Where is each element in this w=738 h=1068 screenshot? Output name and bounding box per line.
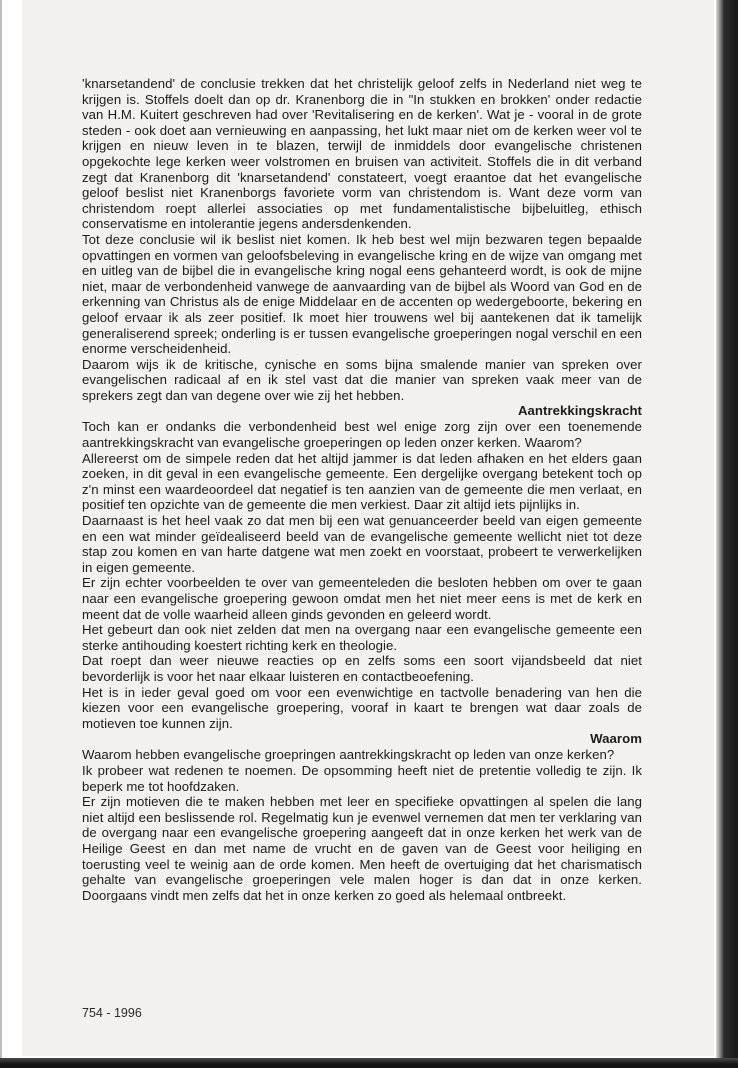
paragraph: Toch kan er ondanks die verbondenheid best wel enige zorg zijn over een toenemende aantrekkingskracht van evangelische groeperingen op leden onzer kerken. Waarom?	[82, 419, 642, 451]
paragraph: Er zijn echter voorbeelden te over van gemeenteleden die besloten hebben om over te gaan naar een evangelische groepering gewoon omdat men het niet meer eens is met de kerk en meent dat de volle waarheid alleen ginds gevonden en geleerd wordt.	[82, 575, 642, 622]
paragraph: Het is in ieder geval goed om voor een evenwichtige en tactvolle benadering van hen die kiezen voor een evangelische groepering, vooraf in kaart te brengen wat daar zoals de motieven toe kunnen zijn.	[82, 684, 642, 731]
article-body	[82, 76, 642, 903]
section-heading-waarom: Waarom	[590, 731, 642, 747]
paragraph: Waarom hebben evangelische groepringen aantrekkingskracht op leden van onze kerken?	[82, 747, 615, 763]
paragraph: Dat roept dan weer nieuwe reacties op en zelfs soms een soort vijandsbeeld dat niet bevorderlijk is voor het naar elkaar luisteren en contactbeoefening.	[82, 653, 642, 684]
paragraph: Er zijn motieven die te maken hebben met leer en specifieke opvattingen al spelen die lang niet altijd een beslissende rol. Regelmatig kun je evenwel vernemen dat men ter verklaring van de overgang naar een evangelische groepering aangeeft dat in onze kerken het werk van de Heilige Geest en dan met name de vrucht en de gaven van de Geest voor heiliging en toerusting veel te weinig aan de orde komen. Men heeft de overtuiging dat het charismatisch gehalte van evangelische groeperingen vele malen hoger is dan dat in onze kerken. Doorgaans vindt men zelfs dat het in onze kerken zo goed als helemaal ontbreekt.	[82, 794, 642, 903]
scan-left-edge	[0, 0, 2, 1068]
paragraph: Daarnaast is het heel vaak zo dat men bij een wat genuanceerder beeld van eigen gemeente en een wat minder geïdealiseerd beeld van de evangelische gemeente wellicht niet tot deze stap zou komen en van harte datgene wat men zoekt en voorstaat, probeert te verwerkelijken in eigen gemeente.	[82, 513, 642, 575]
paragraph: Daarom wijs ik de kritische, cynische en soms bijna smalende manier van spreken over evangelischen radicaal af en ik stel vast dat die manier van spreken vaak meer van de sprekers zegt dan van degene over wie zij het hebben.	[82, 356, 642, 403]
paragraph: Tot deze conclusie wil ik beslist niet komen. Ik heb best wel mijn bezwaren tegen bepaalde opvattingen en vormen van geloofsbeleving in evangelische kring en de wijze van omgang met en uitleg van de bijbel die in evangelische kring nogal eens gehanteerd wordt, is ook de mijne niet, maar de verbondenheid vanwege de aanvaarding van de bijbel als Woord van God en de erkenning van Christus als de enige Middelaar en de accenten op wedergeboorte, bekering en geloof ervaar ik als zeer positief. Ik moet hier trouwens wel bij aantekenen dat ik tamelijk generaliserend spreek; onderling is er tussen evangelische groeperingen nogal verschil en een enorme verscheidenheid.	[82, 231, 642, 357]
paragraph: Het gebeurt dan ook niet zelden dat men na overgang naar een evangelische gemeente een sterke antihouding koestert richting kerk en theologie.	[82, 622, 642, 653]
scan-bottom-edge-shadow	[0, 1058, 738, 1068]
paragraph: Ik probeer wat redenen te noemen. De opsomming heeft niet de pretentie volledig te zijn. Ik beperk me tot hoofdzaken.	[82, 762, 642, 794]
paragraph: 'knarsetandend' de conclusie trekken dat het christelijk geloof zelfs in Nederland niet weg te krijgen is. Stoffels doelt dan op dr. Kranenborg die in "In stukken en brokken' onder redactie van H.M. Kuitert geschreven had over 'Revitalisering en de kerken'. Wat je - vooral in de grote steden - ook doet aan vernieuwing en aanpassing, het lukt maar niet om de kerken weer vol te krijgen en nieuw leven in te blazen, terwijl de inmiddels door evangelische christenen opgekochte lege kerken weer volstromen en bruisen van activiteit. Stoffels die in dit verband zegt dat Kranenborg dit 'knarsetandend' constateert, voegt eraantoe dat het evangelische geloof beslist niet Kranenborgs favoriete vorm van christendom is. Want deze vorm van christendom roept allerlei associaties op met fundamentalistische bijbeluitleg, ethisch conservatisme en intolerantie jegens andersdenkenden.	[82, 76, 642, 232]
page-footer-number: 754 - 1996	[82, 1006, 142, 1020]
section-heading-aantrekkingskracht: Aantrekkingskracht	[517, 403, 642, 419]
scan-right-edge-shadow	[716, 0, 738, 1068]
paragraph: Allereerst om de simpele reden dat het altijd jammer is dat leden afhaken en het elders gaan zoeken, in dit geval in een evangelische gemeente. Een dergelijke overgang betekent toch op z'n minst een waardeoordeel dat negatief is ten aanzien van de gemeente die men verlaat, en positief ten opzichte van de gemeente die men verkiest. Daar zit altijd iets pijnlijks in.	[82, 450, 642, 513]
